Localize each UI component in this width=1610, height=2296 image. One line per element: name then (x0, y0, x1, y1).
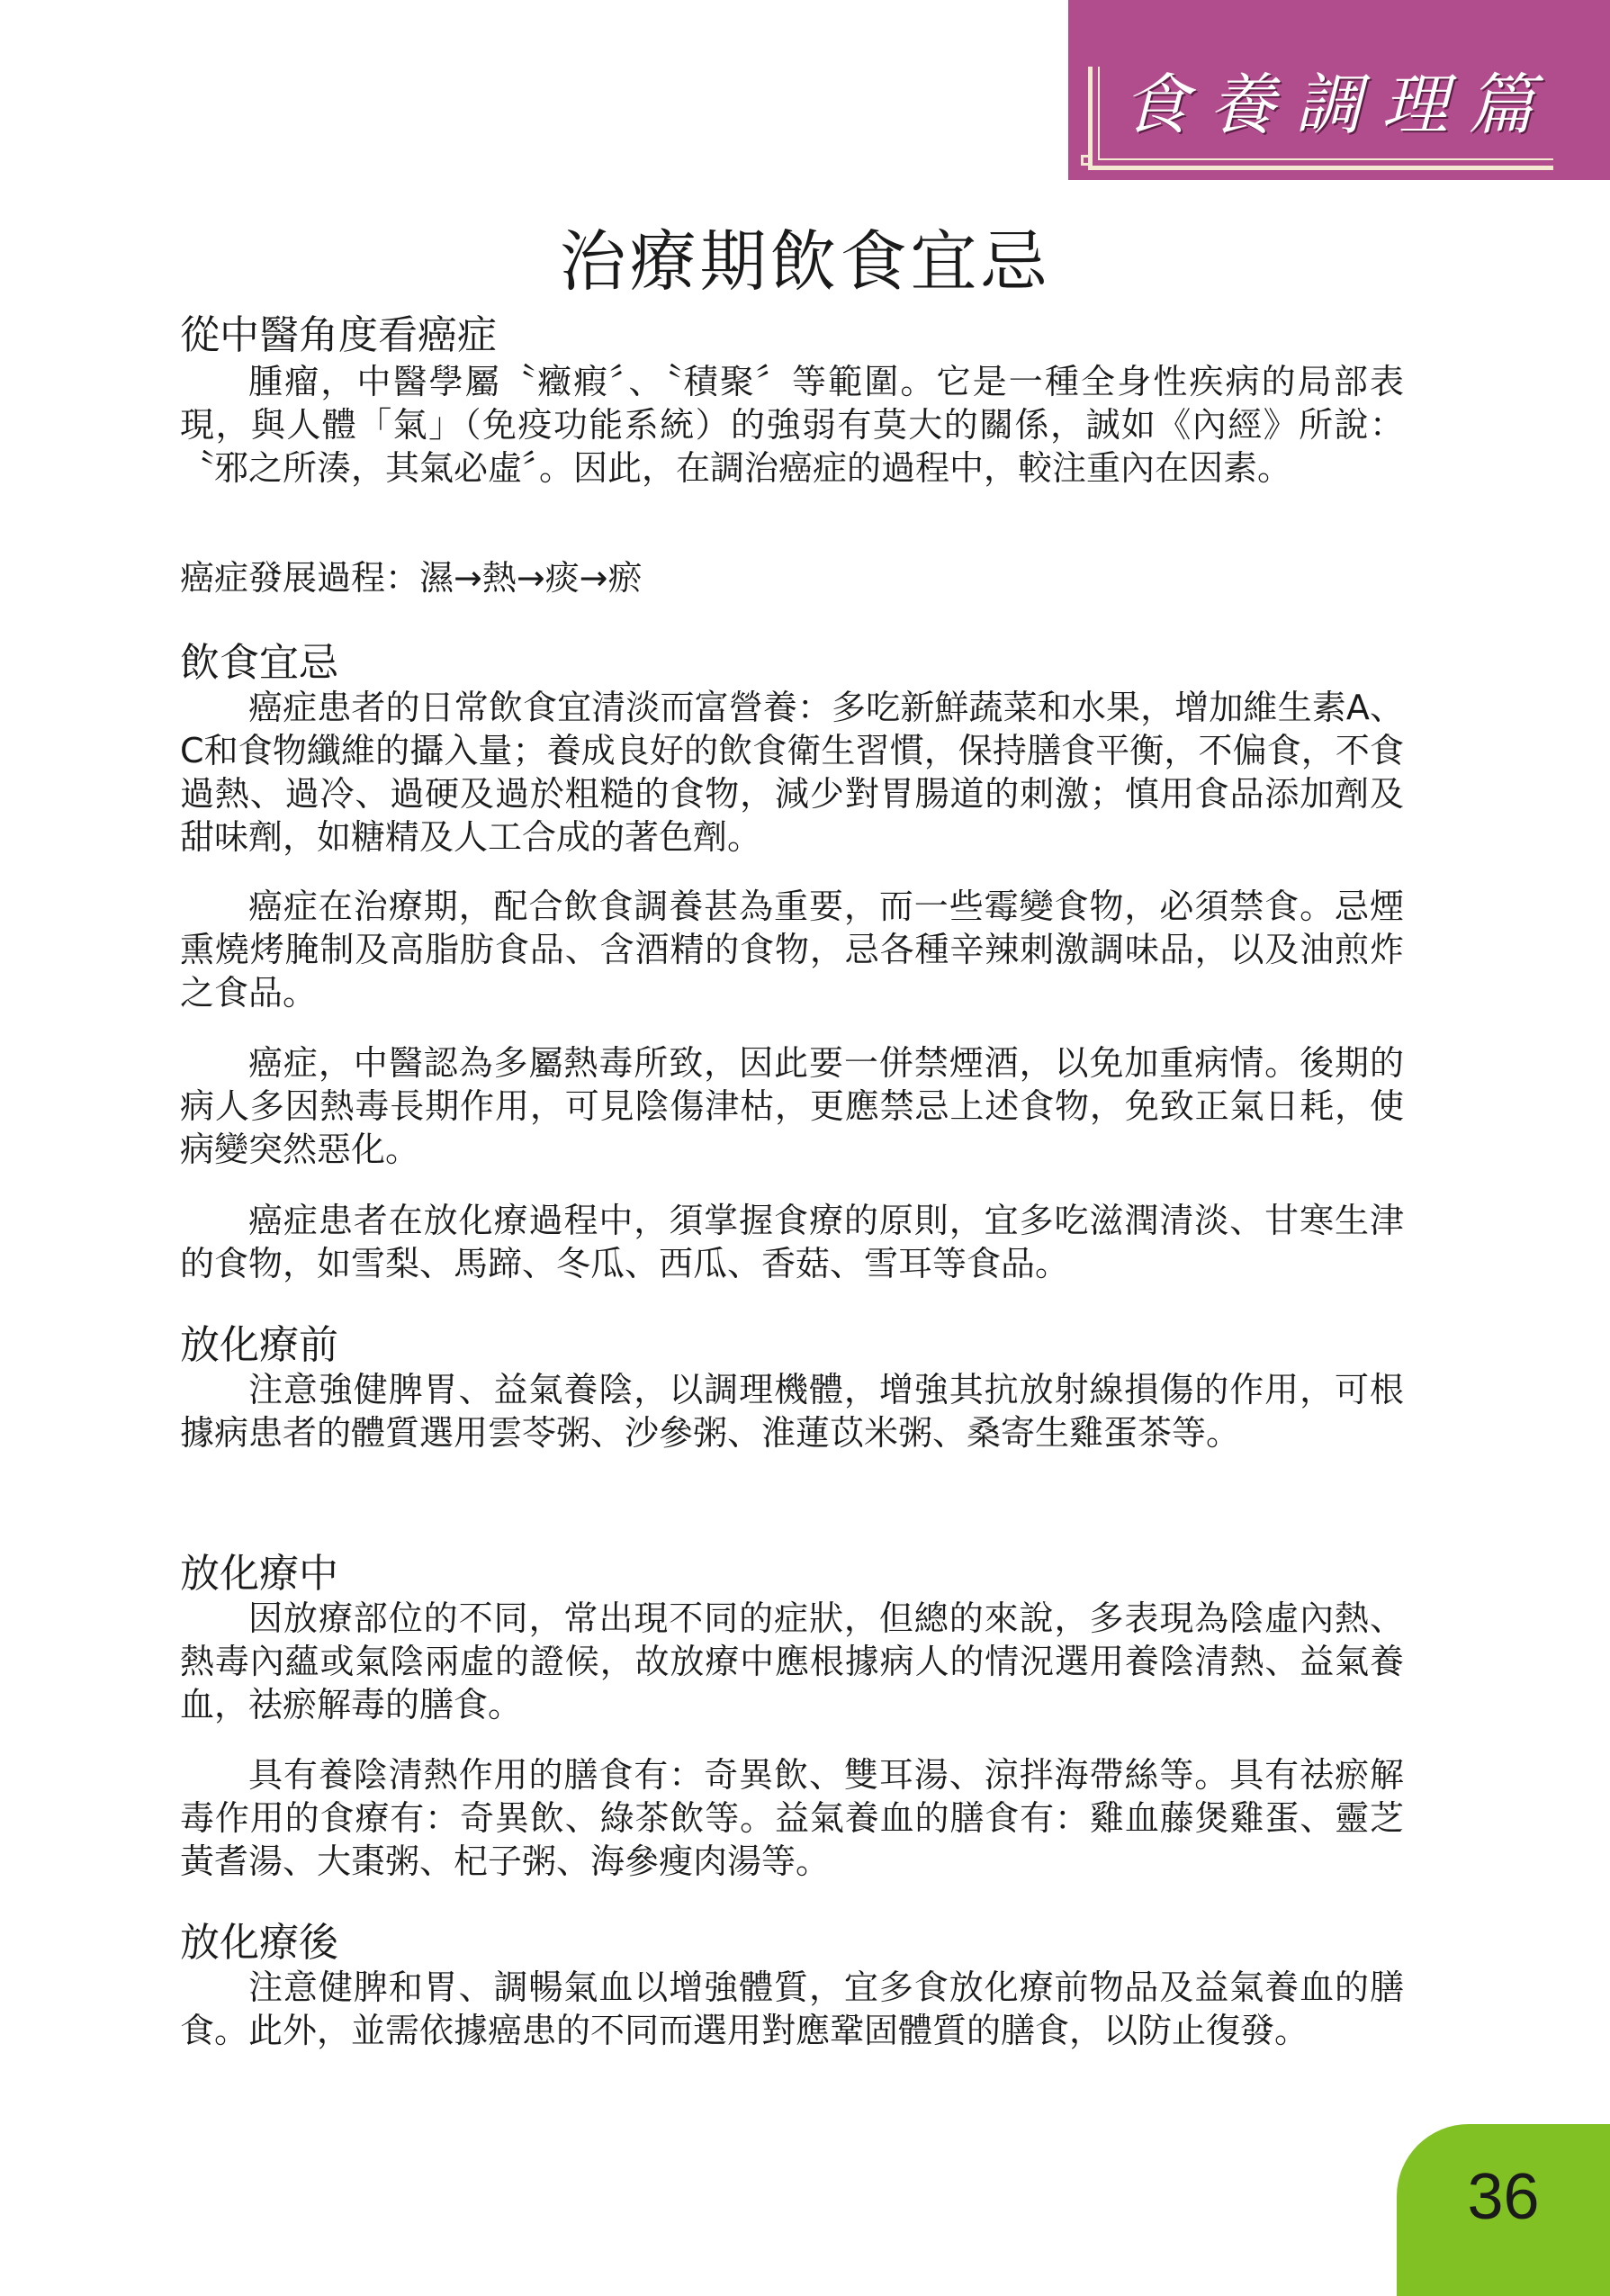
section-heading-after-treatment: 放化療後 (180, 1920, 338, 1966)
section-tab (1068, 0, 1610, 180)
page-title: 治療期飲食宜忌 (559, 223, 1051, 301)
section-tab-label: 食養調理篇 (1122, 67, 1554, 144)
paragraph: 癌症在治療期，配合飲食調養甚為重要，而一些霉變食物，必須禁食。忌煙熏燒烤腌制及高脂肪食品、含酒精的食物，忌各種辛辣刺激調味品，以及油煎炸之食品。 (180, 887, 1404, 1013)
paragraph: 注意強健脾胃、益氣養陰，以調理機體，增強其抗放射線損傷的作用，可根據病患者的體質選用雲苓粥、沙參粥、淮蓮苡米粥、桑寄生雞蛋茶等。 (180, 1370, 1404, 1453)
paragraph: 具有養陰清熱作用的膳食有：奇異飲、雙耳湯、涼拌海帶絲等。具有祛瘀解毒作用的食療有：奇異飲、綠茶飲等。益氣養血的膳食有：雞血藤煲雞蛋、靈芝黃耆湯、大棗粥、杞子粥、海參瘦肉湯等。 (180, 1755, 1404, 1881)
section-heading-tcm-view: 從中醫角度看癌症 (180, 312, 497, 358)
cancer-progression-note: 癌症發展過程：濕→熱→痰→瘀 (180, 558, 643, 598)
tab-corner-ornament (1081, 155, 1092, 166)
paragraph: 因放療部位的不同，常出現不同的症狀，但總的來說，多表現為陰虛內熱、熱毒內蘊或氣陰兩虛的證候，故放療中應根據病人的情況選用養陰清熱、益氣養血，祛瘀解毒的膳食。 (180, 1598, 1404, 1724)
paragraph: 癌症患者的日常飲食宜清淡而富營養：多吃新鮮蔬菜和水果，增加維生素A、C和食物纖維的攝入量；養成良好的飲食衛生習慣，保持膳食平衡，不偏食，不食過熱、過冷、過硬及過於粗糙的食物，減少對胃腸道的刺激；慎用食品添加劑及甜味劑，如糖精及人工合成的著色劑。 (180, 688, 1404, 857)
section-heading-before-treatment: 放化療前 (180, 1322, 338, 1368)
page-number: 36 (1467, 2161, 1540, 2233)
paragraph: 腫瘤，中醫學屬〝癥瘕〞、〝積聚〞等範圍。它是一種全身性疾病的局部表現，與人體「氣」（免疫功能系統）的強弱有莫大的關係，誠如《內經》所說：〝邪之所湊，其氣必虛〞。因此，在調治癌症的過程中，較注重內在因素。 (180, 362, 1404, 488)
paragraph: 注意健脾和胃、調暢氣血以增強體質，宜多食放化療前物品及益氣養血的膳食。此外，並需依據癌患的不同而選用對應鞏固體質的膳食，以防止復發。 (180, 1967, 1404, 2050)
section-heading-diet-dos-donts: 飲食宜忌 (180, 640, 338, 686)
section-heading-during-treatment: 放化療中 (180, 1551, 338, 1597)
page-number-badge (1397, 2124, 1610, 2296)
paragraph: 癌症患者在放化療過程中，須掌握食療的原則，宜多吃滋潤清淡、甘寒生津的食物，如雪梨、馬蹄、冬瓜、西瓜、香菇、雪耳等食品。 (180, 1201, 1404, 1283)
paragraph: 癌症，中醫認為多屬熱毒所致，因此要一併禁煙酒，以免加重病情。後期的病人多因熱毒長期作用，可見陰傷津枯，更應禁忌上述食物，免致正氣日耗，使病變突然惡化。 (180, 1043, 1404, 1169)
